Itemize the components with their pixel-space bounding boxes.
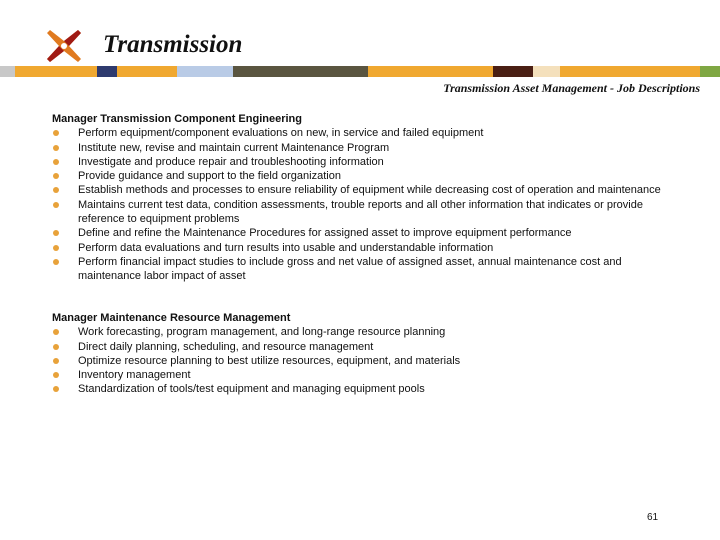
bullet-icon (53, 173, 59, 179)
page-number: 61 (647, 512, 659, 523)
list-item: Direct daily planning, scheduling, and resource management (52, 340, 668, 354)
bullet-icon (53, 230, 59, 236)
list-item: Perform data evaluations and turn results into usable and understandable information (52, 241, 668, 255)
bullet-icon (53, 386, 59, 392)
list-item: Provide guidance and support to the field organization (52, 169, 668, 183)
list-item: Establish methods and processes to ensure reliability of equipment while decreasing cost of operation and maintenance (52, 183, 668, 197)
bullet-icon (53, 159, 59, 165)
section-component-engineering (52, 112, 692, 284)
list-item: Investigate and produce repair and troubleshooting information (52, 155, 668, 169)
list-item: Inventory management (52, 368, 668, 382)
list-item: Perform financial impact studies to include gross and net value of assigned asset, annual maintenance cost and maintenance labor impact of asset (52, 255, 668, 284)
section-resource-management (52, 311, 692, 397)
bullet-icon (53, 372, 59, 378)
color-stripe (0, 66, 720, 77)
list-item: Define and refine the Maintenance Procedures for assigned asset to improve equipment performance (52, 226, 668, 240)
bullet-icon (53, 259, 59, 265)
bullet-icon (53, 358, 59, 364)
bullet-icon (53, 329, 59, 335)
list-item: Institute new, revise and maintain current Maintenance Program (52, 141, 668, 155)
list-item: Perform equipment/component evaluations on new, in service and failed equipment (52, 126, 668, 140)
bullet-icon (53, 145, 59, 151)
bullet-icon (53, 130, 59, 136)
page-subtitle: Transmission Asset Management - Job Descriptions (443, 81, 700, 95)
section-heading: Manager Transmission Component Engineering (52, 113, 302, 125)
section-heading: Manager Maintenance Resource Management (52, 312, 291, 324)
bullet-icon (53, 245, 59, 251)
list-item: Optimize resource planning to best utilize resources, equipment, and materials (52, 354, 668, 368)
bullet-icon (53, 187, 59, 193)
list-item: Work forecasting, program management, and long-range resource planning (52, 325, 668, 339)
x-cross-logo-icon (44, 26, 84, 66)
bullet-list (52, 126, 692, 283)
bullet-list (52, 325, 692, 396)
list-item: Standardization of tools/test equipment and managing equipment pools (52, 382, 668, 396)
list-item: Maintains current test data, condition assessments, trouble reports and all other information that indicates or provide reference to equipment problems (52, 198, 668, 227)
bullet-icon (53, 344, 59, 350)
bullet-icon (53, 202, 59, 208)
page-title: Transmission (103, 31, 243, 58)
